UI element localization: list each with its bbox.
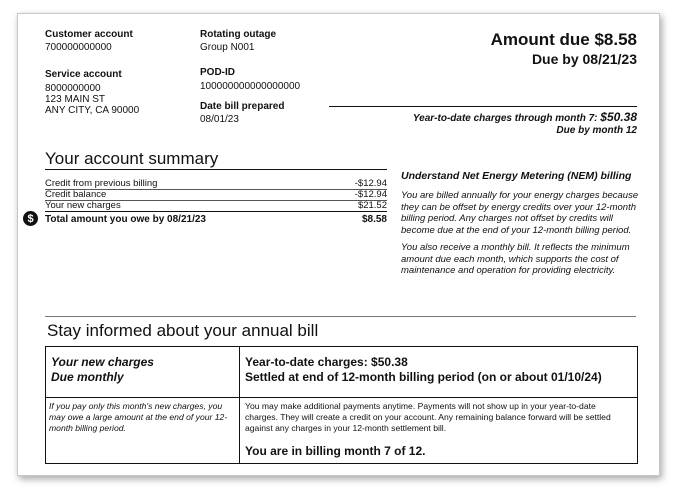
due-by: Due by 08/21/23 bbox=[531, 51, 637, 67]
summary-row-label: Credit balance bbox=[45, 189, 107, 200]
ytd-due: Due by month 12 bbox=[556, 125, 637, 136]
summary-row bbox=[45, 178, 387, 189]
summary-row-label: Your new charges bbox=[45, 200, 121, 211]
bill-page bbox=[17, 13, 660, 476]
summary-row-value: -$12.94 bbox=[354, 189, 387, 200]
amount-due: Amount due $8.58 bbox=[490, 30, 637, 49]
right-head-1: Year-to-date charges: $50.38 bbox=[245, 355, 408, 369]
left-head-2: Due monthly bbox=[51, 370, 124, 384]
annual-table bbox=[45, 346, 638, 464]
billing-month-status: You are in billing month 7 of 12. bbox=[245, 444, 426, 458]
summary-row bbox=[45, 200, 387, 211]
summary-row bbox=[45, 189, 387, 200]
annual-top-rule bbox=[45, 316, 636, 317]
rotating-outage-label: Rotating outage bbox=[200, 29, 277, 40]
total-label: Total amount you owe by 08/21/23 bbox=[45, 214, 206, 225]
nem-title: Understand Net Energy Metering (NEM) billing bbox=[401, 170, 632, 182]
pod-id-value: 100000000000000000 bbox=[200, 81, 301, 92]
date-prepared-label: Date bill prepared bbox=[200, 101, 285, 112]
ytd-value: $50.38 bbox=[600, 110, 637, 124]
pod-id-label: POD-ID bbox=[200, 67, 235, 78]
total-divider bbox=[45, 211, 387, 212]
table-vertical-divider bbox=[239, 347, 240, 463]
ytd-charges-line bbox=[413, 110, 637, 124]
total-row bbox=[45, 214, 387, 225]
service-account-line-3: ANY CITY, CA 90000 bbox=[45, 105, 140, 116]
customer-account-label: Customer account bbox=[45, 29, 133, 40]
nem-paragraph-2: You also receive a monthly bill. It reflects the minimum amount due each month, which supports the cost of maintenance and operation for providing electricity. bbox=[401, 242, 630, 276]
total-value: $8.58 bbox=[361, 214, 387, 225]
header-divider bbox=[329, 106, 637, 107]
summary-title-rule bbox=[45, 169, 387, 170]
nem-paragraph-1: You are billed annually for your energy charges because they can be offset by energy credits over your 12-month billing period. Any charges not offset by credits will become due at the end of your 12-month billing period. bbox=[401, 190, 639, 236]
rotating-outage-value: Group N001 bbox=[200, 42, 255, 53]
service-account-line-1: 8000000000 bbox=[45, 83, 101, 94]
service-account-line-2: 123 MAIN ST bbox=[45, 94, 106, 105]
table-horizontal-divider bbox=[46, 397, 637, 398]
annual-title: Stay informed about your annual bill bbox=[47, 321, 319, 340]
right-header-cell bbox=[245, 355, 635, 385]
left-header-cell bbox=[51, 355, 234, 385]
service-account-label: Service account bbox=[45, 69, 122, 80]
customer-account-value: 700000000000 bbox=[45, 42, 112, 53]
nem-box bbox=[401, 170, 641, 283]
summary-row-value: -$12.94 bbox=[354, 178, 387, 189]
right-body-cell: You may make additional payments anytime. Payments will not show up in your year-to-date charges. They will create a credit on your account. Any remaining balance forward will be settled against any charges in your 12-month settlement bill. bbox=[245, 401, 611, 433]
left-body-cell: If you pay only this month's new charges, you may owe a large amount at the end of your 12-month billing period. bbox=[49, 401, 228, 433]
account-summary-title: Your account summary bbox=[45, 149, 219, 168]
right-head-2: Settled at end of 12-month billing period (on or about 01/10/24) bbox=[245, 370, 602, 384]
dollar-icon: $ bbox=[23, 211, 38, 226]
summary-row-value: $21.52 bbox=[357, 200, 387, 211]
date-prepared-value: 08/01/23 bbox=[200, 114, 239, 125]
left-head-1: Your new charges bbox=[51, 355, 154, 369]
ytd-label: Year-to-date charges through month 7: bbox=[412, 113, 598, 124]
summary-row-label: Credit from previous billing bbox=[45, 178, 158, 189]
